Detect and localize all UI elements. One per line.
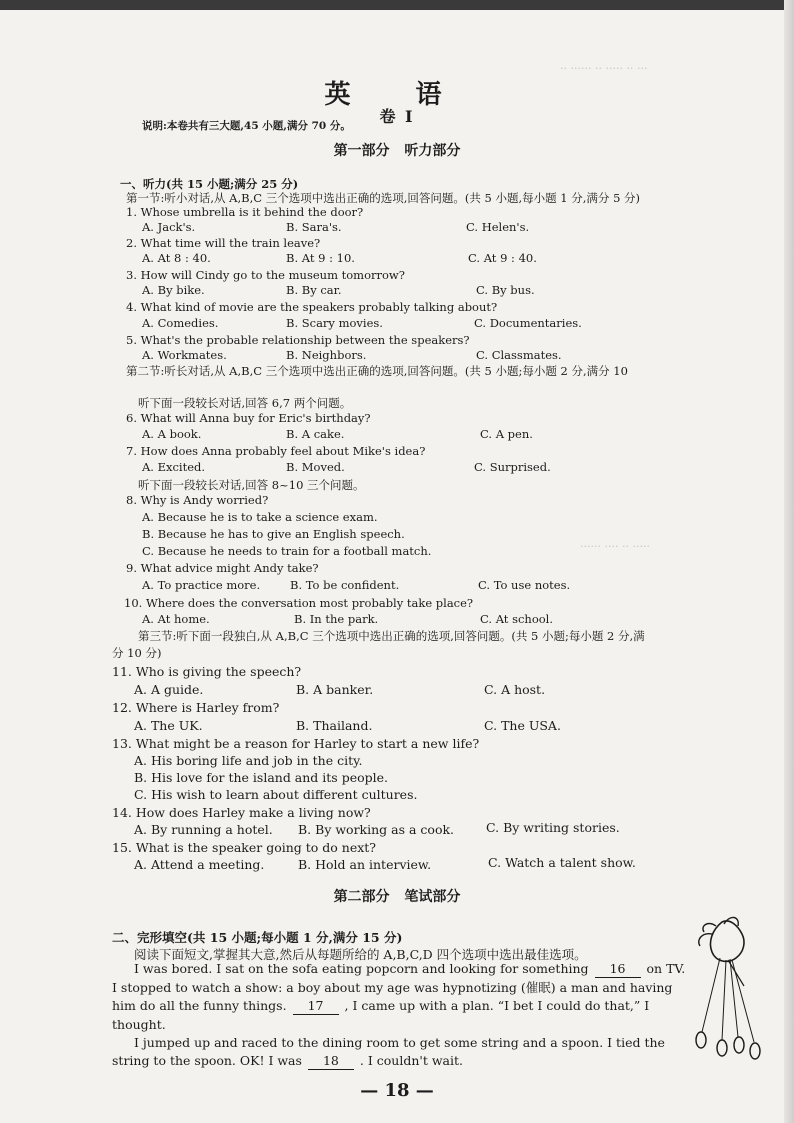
sub3-instruction: 第三节:听下面一段独白,从 A,B,C 三个选项中选出正确的选项,回答问题。(共 5 小题;每小题 2 分,满 (138, 629, 645, 643)
para1-text-a: I was bored. I sat on the sofa eating popcorn and looking for something (134, 961, 589, 976)
q9-option-b: B. To be confident. (290, 578, 400, 592)
question-7: 7. How does Anna probably feel about Mike's idea? (126, 444, 426, 458)
question-13: 13. What might be a reason for Harley to start a new life? (112, 736, 480, 751)
q10-option-c: C. At school. (480, 612, 554, 626)
cloze-instruction: 阅读下面短文,掌握其大意,然后从每题所给的 A,B,C,D 四个选项中选出最佳选项。 (134, 947, 587, 962)
question-15: 15. What is the speaker going to do next? (112, 840, 377, 855)
listening-section-title: 一、听力(共 15 小题;满分 25 分) (120, 177, 299, 191)
blank-18[interactable]: 18 (308, 1052, 354, 1070)
para2-text-b: him do all the funny things. (112, 998, 287, 1013)
sub2-intro-b: 听下面一段较长对话,回答 8~10 三个问题。 (138, 478, 365, 492)
hand-spoons-illustration (682, 912, 782, 1062)
q7-option-a: A. Excited. (142, 460, 206, 474)
q13-option-c: C. His wish to learn about different cultures. (134, 787, 418, 802)
q2-option-b: B. At 9 : 10. (286, 251, 355, 265)
q7-option-c: C. Surprised. (474, 460, 551, 474)
question-12: 12. Where is Harley from? (112, 700, 280, 715)
q6-option-a: A. A book. (142, 427, 202, 441)
q8-option-b: B. Because he has to give an English speech. (142, 527, 405, 541)
scan-edge-top (0, 0, 794, 10)
page-title: 英 语 (324, 80, 470, 110)
question-8: 8. Why is Andy worried? (126, 493, 269, 507)
question-5: 5. What's the probable relationship between the speakers? (126, 333, 470, 347)
q1-option-c: C. Helen's. (466, 220, 530, 234)
exam-note: 说明:本卷共有三大题,45 小题,满分 70 分。 (142, 120, 351, 132)
page-number: — 18 — (360, 1080, 434, 1101)
q2-option-a: A. At 8 : 40. (142, 251, 211, 265)
q12-option-c: C. The USA. (484, 718, 561, 733)
sub3-instruction-cont: 分 10 分) (112, 646, 162, 660)
q12-option-a: A. The UK. (134, 718, 203, 733)
q11-option-b: B. A banker. (296, 682, 374, 697)
q4-option-b: B. Scary movies. (286, 316, 383, 330)
q7-option-b: B. Moved. (286, 460, 345, 474)
q8-option-c: C. Because he needs to train for a football match. (142, 544, 432, 558)
para3-text-c: . I couldn't wait. (359, 1053, 463, 1068)
q1-option-a: A. Jack's. (142, 220, 196, 234)
sub2-intro-a: 听下面一段较长对话,回答 6,7 两个问题。 (138, 396, 352, 410)
cloze-para3-line2 (112, 1052, 463, 1070)
question-10: 10. Where does the conversation most probably take place? (124, 596, 474, 610)
q11-option-a: A. A guide. (134, 682, 204, 697)
blank-16[interactable]: 16 (595, 960, 641, 978)
q5-option-b: B. Neighbors. (286, 348, 367, 362)
q15-option-c: C. Watch a talent show. (488, 855, 636, 870)
sub2-instruction: 第二节:听长对话,从 A,B,C 三个选项中选出正确的选项,回答问题。(共 5 小题;每小题 2 分,满分 10 (126, 364, 628, 378)
q10-option-a: A. At home. (142, 612, 210, 626)
volume-label: 卷 I (379, 107, 415, 126)
cloze-section-title: 二、完形填空(共 15 小题;每小题 1 分,满分 15 分) (112, 930, 403, 945)
q10-option-b: B. In the park. (294, 612, 379, 626)
q15-option-a: A. Attend a meeting. (134, 857, 265, 872)
question-3: 3. How will Cindy go to the museum tomorrow? (126, 268, 405, 282)
q6-option-b: B. A cake. (286, 427, 345, 441)
q5-option-a: A. Workmates. (142, 348, 227, 362)
part1-heading: 第一部分 听力部分 (333, 143, 461, 159)
cloze-para2-line2 (112, 997, 649, 1015)
q9-option-a: A. To practice more. (142, 578, 261, 592)
question-1: 1. Whose umbrella is it behind the door? (126, 205, 364, 219)
para3-text-b: string to the spoon. OK! I was (112, 1053, 302, 1068)
q15-option-b: B. Hold an interview. (298, 857, 432, 872)
q8-option-a: A. Because he is to take a science exam. (142, 510, 378, 524)
q3-option-a: A. By bike. (142, 283, 205, 297)
q11-option-c: C. A host. (484, 682, 546, 697)
cloze-para2-line3: thought. (112, 1017, 166, 1032)
q1-option-b: B. Sara's. (286, 220, 342, 234)
blank-17[interactable]: 17 (293, 997, 339, 1015)
q9-option-c: C. To use notes. (478, 578, 571, 592)
q4-option-c: C. Documentaries. (474, 316, 582, 330)
q13-option-a: A. His boring life and job in the city. (134, 753, 363, 768)
q13-option-b: B. His love for the island and its people. (134, 770, 388, 785)
q14-option-c: C. By writing stories. (486, 820, 620, 835)
q6-option-c: C. A pen. (480, 427, 533, 441)
q2-option-c: C. At 9 : 40. (468, 251, 537, 265)
bleed-text: ·· ······ ·· ····· ·· ··· (560, 62, 648, 75)
question-11: 11. Who is giving the speech? (112, 664, 302, 679)
scan-edge-right (784, 0, 794, 1123)
q14-option-a: A. By running a hotel. (134, 822, 273, 837)
q4-option-a: A. Comedies. (142, 316, 219, 330)
question-9: 9. What advice might Andy take? (126, 561, 319, 575)
part2-heading: 第二部分 笔试部分 (333, 889, 461, 905)
sub1-instruction: 第一节:听小对话,从 A,B,C 三个选项中选出正确的选项,回答问题。(共 5 小题,每小题 1 分,满分 5 分) (126, 191, 641, 205)
question-6: 6. What will Anna buy for Eric's birthday? (126, 411, 371, 425)
para2-text-c: , I came up with a plan. “I bet I could do that,” I (344, 998, 650, 1013)
q5-option-c: C. Classmates. (476, 348, 562, 362)
cloze-para1-line1 (134, 960, 685, 978)
q14-option-b: B. By working as a cook. (298, 822, 455, 837)
bleed-text: ······ ···· ·· ····· (580, 540, 650, 553)
q3-option-b: B. By car. (286, 283, 342, 297)
q3-option-c: C. By bus. (476, 283, 535, 297)
question-2: 2. What time will the train leave? (126, 236, 321, 250)
question-4: 4. What kind of movie are the speakers probably talking about? (126, 300, 498, 314)
para1-text-b: on TV. (646, 961, 686, 976)
cloze-para3-line1: I jumped up and raced to the dining room to get some string and a spoon. I tied the (134, 1035, 665, 1050)
cloze-para2-line1: I stopped to watch a show: a boy about my age was hypnotizing (催眠) a man and having (112, 980, 673, 995)
q12-option-b: B. Thailand. (296, 718, 373, 733)
question-14: 14. How does Harley make a living now? (112, 805, 371, 820)
